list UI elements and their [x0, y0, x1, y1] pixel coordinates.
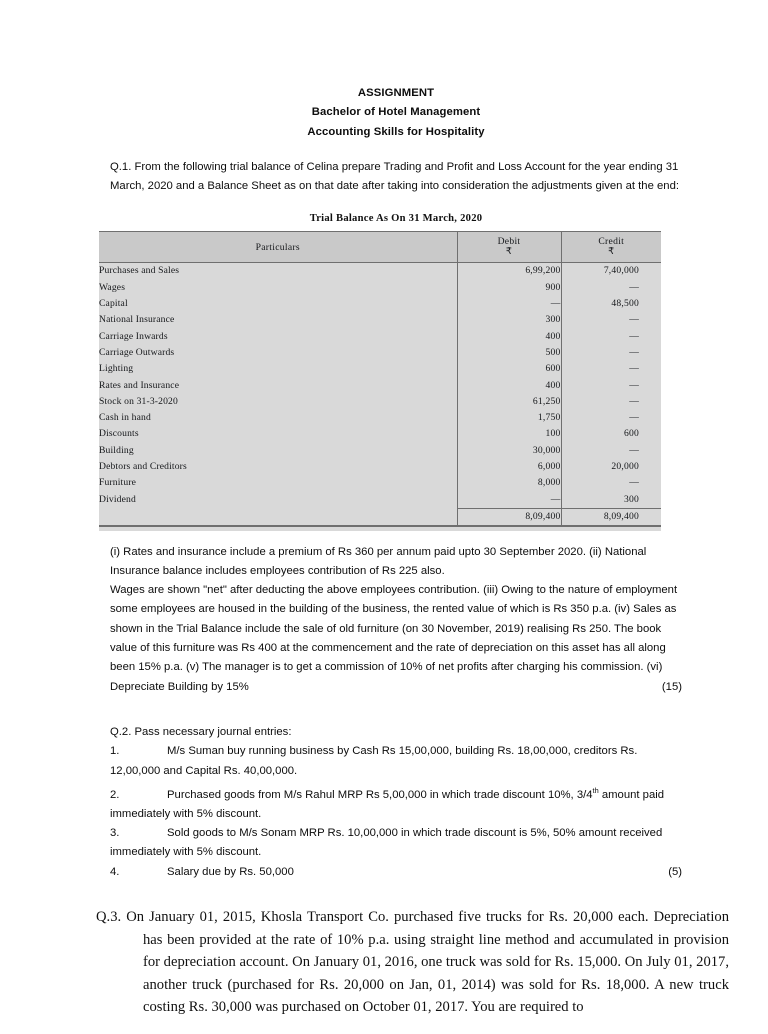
- cell-debit: 1,750: [457, 410, 561, 426]
- total-credit: 8,09,400: [561, 508, 661, 525]
- cell-debit: 400: [457, 378, 561, 394]
- cell-credit: —: [561, 410, 661, 426]
- cell-debit: 100: [457, 426, 561, 442]
- heading-line-program: Bachelor of Hotel Management: [311, 106, 481, 119]
- cell-credit: 20,000: [561, 459, 661, 475]
- question-2-block: [110, 723, 682, 882]
- item-2-ordinal-suffix: th: [592, 785, 599, 795]
- table-row: [99, 426, 661, 442]
- cell-credit: —: [561, 345, 661, 361]
- cell-particulars: Discounts: [99, 428, 139, 440]
- cell-particulars: Purchases and Sales: [99, 265, 180, 277]
- trial-balance-title: Trial Balance As On 31 March, 2020: [309, 213, 483, 225]
- trial-balance-head: [99, 232, 661, 263]
- table-row: [99, 475, 661, 491]
- item-number-4: 4.: [110, 865, 120, 878]
- question-1-prompt: Q.1. From the following trial balance of Celina prepare Trading and Profit and Loss Account for the year ending 31 March, 2020 and a Balance Sheet as on that date after taking into consideration the adjustments given at the end:: [110, 160, 679, 193]
- table-row: [99, 296, 661, 312]
- question-2-item-3: [110, 824, 682, 863]
- cell-debit: 300: [457, 312, 561, 328]
- cell-debit: 61,250: [457, 394, 561, 410]
- cell-credit: 300: [561, 492, 661, 509]
- cell-particulars: Building: [99, 444, 134, 456]
- cell-particulars: Furniture: [99, 477, 137, 489]
- column-header-credit-currency: ₹: [608, 247, 615, 258]
- item-text-2-before: Purchased goods from M/s Rahul MRP Rs 5,00,000 in which trade discount 10%, 3/4: [167, 788, 593, 801]
- total-debit: 8,09,400: [457, 508, 561, 525]
- heading-line-title: ASSIGNMENT: [357, 87, 435, 99]
- question-2-item-1: [110, 742, 682, 781]
- question-3-text: On January 01, 2015, Khosla Transport Co. purchased five trucks for Rs. 20,000 each. Depreciation has been provided at the rate of 10% p.a. using straight line method and accumulated in provision for depreciation account. On January 01, 2016, one truck was sold for Rs. 15,000. On July 01, 2017, another truck (purchased for Rs. 20,000 on Jan, 01, 2014) was sold for Rs. 18,000. A new truck costing Rs. 30,000 was purchased on October 01, 2017. You are required to: [126, 909, 729, 1016]
- cell-debit: 30,000: [457, 443, 561, 459]
- item-text-4: Salary due by Rs. 50,000: [167, 865, 294, 878]
- question-2-item-2: [110, 781, 682, 824]
- table-row: [99, 394, 661, 410]
- item-text-3: Sold goods to M/s Sonam MRP Rs. 10,00,000 in which trade discount is 5%, 50% amount received immediately with 5% discount.: [110, 827, 663, 859]
- cell-particulars: Dividend: [99, 493, 136, 505]
- cell-debit: 600: [457, 361, 561, 377]
- question-2-marks: (5): [668, 865, 682, 878]
- cell-particulars: National Insurance: [99, 314, 175, 326]
- column-header-credit: [561, 232, 661, 263]
- cell-credit: —: [561, 475, 661, 491]
- total-label: [99, 508, 457, 525]
- cell-credit: 48,500: [561, 296, 661, 312]
- column-header-debit-currency: ₹: [505, 247, 513, 258]
- table-row: [99, 312, 661, 328]
- cell-particulars: Wages: [99, 281, 126, 293]
- item-text-2-after: amount paid immediately with 5% discount.: [110, 788, 665, 820]
- trial-balance-section: [99, 213, 682, 530]
- cell-particulars: Lighting: [99, 363, 134, 375]
- table-total-row: [99, 508, 661, 525]
- adjustments-paragraph-1: (i) Rates and insurance include a premium of Rs 360 per annum paid upto 30 September 2020. (ii) National Insurance balance includes employees contribution of Rs 225 also.: [110, 545, 647, 577]
- item-number-1: 1.: [110, 745, 120, 758]
- table-header-row: [99, 232, 661, 263]
- heading-line-course: Accounting Skills for Hospitality: [307, 125, 485, 138]
- table-row: [99, 410, 661, 426]
- question-2-item-4: [110, 863, 682, 882]
- table-row: [99, 492, 661, 509]
- adjustments-block: [110, 543, 682, 697]
- cell-debit: 6,99,200: [457, 263, 561, 280]
- cell-particulars: Rates and Insurance: [99, 379, 180, 391]
- column-header-particulars: Particulars: [99, 232, 457, 263]
- cell-particulars: Capital: [99, 298, 128, 310]
- cell-credit: —: [561, 280, 661, 296]
- table-row: [99, 378, 661, 394]
- page-content: [96, 84, 729, 1034]
- cell-credit: —: [561, 312, 661, 328]
- cell-debit: 900: [457, 280, 561, 296]
- table-row: [99, 443, 661, 459]
- adjustments-text-2: Wages are shown "net" after deducting the above employees contribution. (iii) Owing to the nature of employment some employees are housed in the building of the business, the rented value of which is Rs 350 p.a. (iv) Sales as shown in the Trial Balance include the sale of old furniture (on 30 November, 2019) realising Rs 250. The book value of this furniture was Rs 400 at the commencement and the rate of depreciation on this asset has all along been 15% p.a. (v) The manager is to get a commission of 10% of net profits after charging his commission. (vi) Depreciate Building by 15%: [110, 584, 678, 693]
- trial-balance-body: [99, 263, 661, 525]
- assignment-heading: [110, 84, 682, 142]
- cell-particulars: Carriage Inwards: [99, 330, 168, 342]
- cell-debit: —: [457, 296, 561, 312]
- item-number-2: 2.: [110, 788, 120, 801]
- table-row: [99, 361, 661, 377]
- cell-particulars: Carriage Outwards: [99, 346, 175, 358]
- cell-debit: 8,000: [457, 475, 561, 491]
- adjustments-paragraph-2: [110, 581, 682, 697]
- question-3-block: [96, 906, 729, 1019]
- table-bottom-pad: [99, 527, 661, 531]
- table-row: [99, 345, 661, 361]
- column-header-debit-label: Debit: [497, 236, 521, 248]
- column-header-debit: [457, 232, 561, 263]
- table-row: [99, 280, 661, 296]
- table-row: [99, 459, 661, 475]
- table-row: [99, 329, 661, 345]
- cell-credit: 600: [561, 426, 661, 442]
- cell-particulars: Cash in hand: [99, 412, 151, 424]
- cell-debit: 500: [457, 345, 561, 361]
- cell-debit: —: [457, 492, 561, 509]
- cell-credit: —: [561, 394, 661, 410]
- question-1-marks: (15): [661, 680, 682, 693]
- column-header-credit-label: Credit: [598, 236, 625, 248]
- item-text-1: M/s Suman buy running business by Cash Rs 15,00,000, building Rs. 18,00,000, creditors Rs. 12,00,000 and Capital Rs. 40,00,000.: [110, 745, 638, 777]
- cell-credit: —: [561, 378, 661, 394]
- cell-credit: 7,40,000: [561, 263, 661, 280]
- cell-debit: 400: [457, 329, 561, 345]
- cell-debit: 6,000: [457, 459, 561, 475]
- question-2-prompt: Q.2. Pass necessary journal entries:: [110, 725, 292, 738]
- cell-credit: —: [561, 361, 661, 377]
- cell-particulars: Debtors and Creditors: [99, 461, 187, 473]
- trial-balance-table: [99, 231, 661, 525]
- cell-credit: —: [561, 443, 661, 459]
- cell-particulars: Stock on 31-3-2020: [99, 395, 178, 407]
- question-3-label: Q.3.: [96, 909, 122, 926]
- cell-credit: —: [561, 329, 661, 345]
- item-number-3: 3.: [110, 827, 120, 840]
- table-row: [99, 263, 661, 280]
